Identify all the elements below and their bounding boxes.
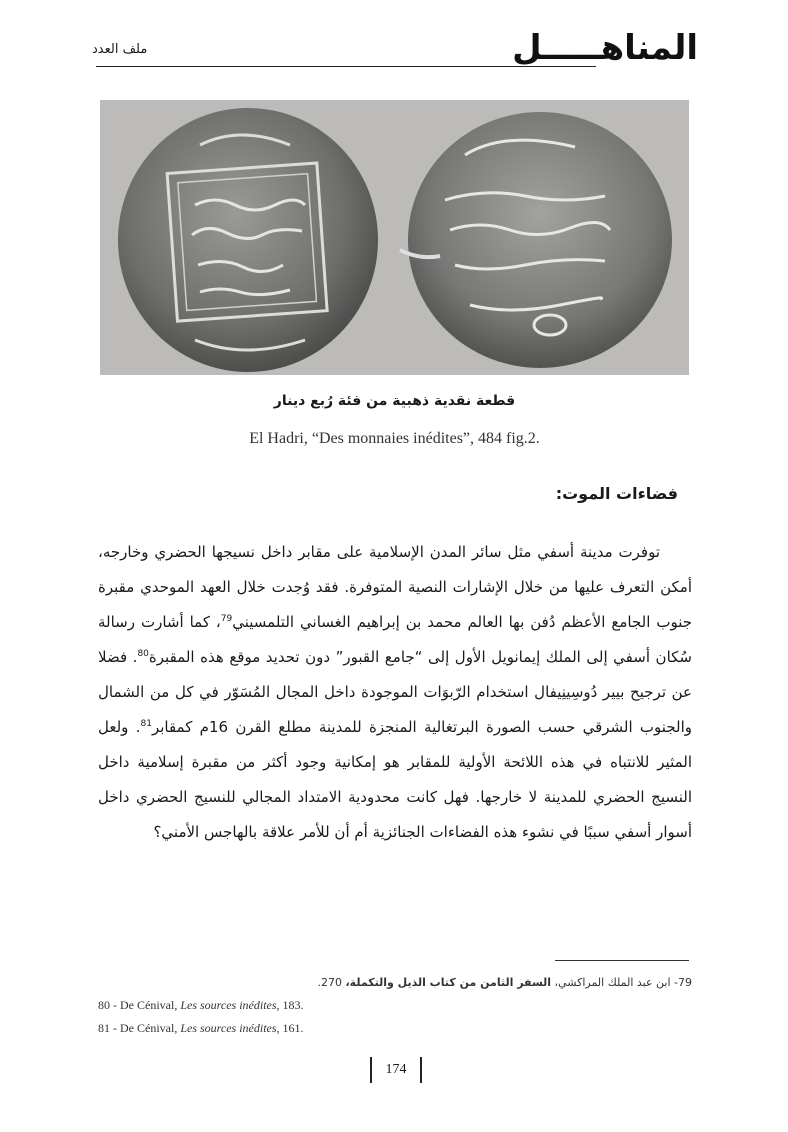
footnote-ref[interactable]: 79 <box>220 614 233 624</box>
footnote-prefix: 81 - De Cénival, <box>98 1021 178 1035</box>
coin-illustration <box>100 100 689 375</box>
footnote-rule <box>555 960 689 961</box>
footnote-title: Les sources inédites <box>180 1021 277 1035</box>
footnote-79 <box>98 976 692 989</box>
figure-caption: قطعة نقدية ذهبية من فئة رُبع دينار <box>273 393 516 409</box>
footnote-81 <box>98 1021 692 1036</box>
coin-photo <box>100 100 689 375</box>
body-paragraph <box>98 535 692 850</box>
footnote-title: السفر الثامن من كتاب الذيل والتكملة، <box>345 976 552 989</box>
footnote-prefix: 80 - De Cénival, <box>98 998 178 1012</box>
body-text-part: ، كما أشارت رسالة سُكان أسفي إلى الملك إيمانويل الأول إلى “جامع القبور” دون تحديد موقع هذه المقبرة <box>98 613 692 666</box>
section-label: ملف العدد <box>92 42 148 57</box>
footnote-80 <box>98 998 692 1013</box>
footnote-ref[interactable]: 80 <box>137 649 149 659</box>
coin-obverse <box>118 108 378 372</box>
footnote-ref[interactable]: 81 <box>140 719 152 729</box>
body-text-part: . ولعل المثير للانتباه في هذه اللائحة الأولية للمقابر هو إمكانية وجود أكثر من مقبرة إسلامية داخل النسيج الحضري للمدينة لا خارجها. فهل كانت محدودية الامتداد المجالي للنسيج الحضري داخل أسوار أسفي سببًا في نشوء هذه الفضاءات الجنائزية أم أن للأمر علاقة بالهاجس الأمني؟ <box>98 718 692 841</box>
page-number: 174 <box>370 1057 422 1083</box>
footnote-page: , 161. <box>276 1021 304 1035</box>
footnote-prefix: 79- ابن عبد الملك المراكشي، <box>554 976 692 989</box>
footnote-page: , 183. <box>276 998 304 1012</box>
body-text-part: . فضلا عن ترجيح بيير دُوسِينِيفال استخدام الرّبوَات الموجودة داخل المجال المُسَوّر في كل من الشمال والجنوب الشرقي حسب الصورة البرتغالية المنجزة للمدينة مطلع القرن 16م كمقابر <box>98 648 692 736</box>
header-rule <box>96 66 596 67</box>
footnote-page: 270. <box>317 976 342 989</box>
footnote-title: Les sources inédites <box>180 998 277 1012</box>
journal-logo: المناهـــــل <box>512 28 698 68</box>
section-heading: فضاءات الموت: <box>555 484 678 503</box>
body-text-part: توفرت مدينة أسفي مثل سائر المدن الإسلامية على مقابر داخل نسيجها الحضري وخارجه، أمكن التعرف عليها من خلال الإشارات النصية المتوفرة. فقد وُجدت خلال العهد الموحدي مقبرة جنوب الجامع الأعظم دُفن بها العالم محمد بن إبراهيم الغساني التلمسيني <box>98 543 692 631</box>
figure-source: El Hadri, “Des monnaies inédites”, 484 fig.2. <box>249 430 540 447</box>
